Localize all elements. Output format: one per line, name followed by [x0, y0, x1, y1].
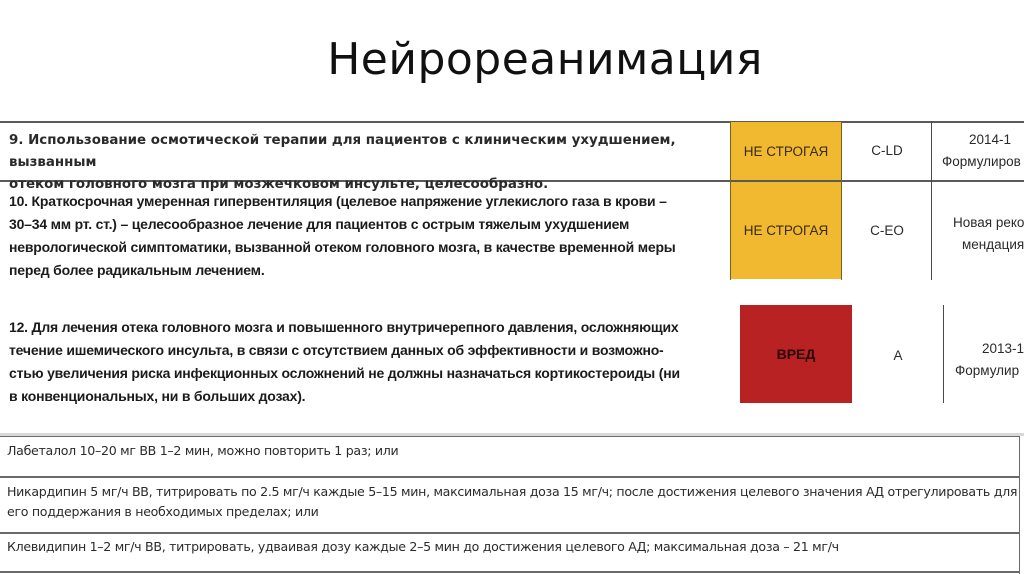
table-border	[0, 436, 1020, 437]
status-line: Формулир	[955, 363, 1020, 378]
status-cell	[934, 212, 1024, 256]
column-divider	[943, 305, 944, 403]
row-divider	[0, 532, 1020, 534]
status-cell	[945, 338, 1024, 382]
class-badge-harm	[740, 305, 852, 403]
class-label: НЕ СТРОГАЯ	[743, 223, 829, 238]
text-line: перед более радикальным лечением.	[9, 262, 265, 278]
drug-line: Клевидипин 1–2 мг/ч ВВ, титрировать, удваивая дозу каждые 2–5 мин до достижения целевого АД; максимальная доза – 21 мг/ч	[7, 539, 839, 554]
level-label: A	[893, 348, 903, 363]
class-label: НЕ СТРОГАЯ	[743, 143, 829, 159]
column-divider	[931, 121, 932, 280]
text-line: в конвенциональных, ни в больших дозах).	[9, 388, 306, 404]
drug-line: его поддержания в необходимых пределах; или	[7, 504, 319, 519]
table-top-border	[0, 121, 1024, 123]
status-line: мендация	[962, 237, 1024, 252]
evidence-level	[855, 345, 941, 367]
evidence-level	[843, 220, 931, 242]
recommendation-text	[9, 190, 729, 282]
drug-line: Лабеталол 10–20 мг ВВ 1–2 мин, можно повторить 1 раз; или	[7, 443, 399, 458]
row-divider	[0, 476, 1020, 478]
recommendation-text	[9, 316, 744, 408]
column-divider	[841, 121, 842, 280]
evidence-level	[843, 140, 931, 162]
status-line: Формулиров	[942, 154, 1021, 169]
status-line: 2013-1	[982, 341, 1024, 356]
text-line: неврологической симптоматики, вызванной отеком головного мозга, в качестве временной меры	[9, 239, 676, 255]
status-cell	[934, 129, 1024, 173]
column-divider	[730, 121, 731, 280]
class-badge-not-strict	[731, 122, 841, 180]
class-badge-not-strict	[731, 182, 841, 279]
text-line: 9. Использование осмотической терапии для пациентов с клиническим ухудшением, вызванным	[9, 133, 676, 170]
row-divider	[0, 571, 1020, 573]
table-right-border	[1019, 436, 1020, 574]
level-label: C-LD	[871, 143, 903, 158]
text-line: 12. Для лечения отека головного мозга и повышенного внутричерепного давления, осложняющих	[9, 319, 679, 335]
text-line: стью увеличения риска инфекционных осложнений не должны назначаться кортикостероиды (ни	[9, 365, 680, 381]
recommendation-text	[9, 130, 729, 196]
status-line: 2014-1	[969, 132, 1012, 147]
text-line: 10. Краткосрочная умеренная гипервентиляция (целевое напряжение углекислого газа в крови –	[9, 193, 667, 209]
text-line: течение ишемического инсульта, в связи с отсутствием данных об эффективности и возможно-	[9, 342, 664, 358]
drug-row-labetalol	[7, 441, 398, 461]
drug-line: Никардипин 5 мг/ч ВВ, титрировать по 2.5 мг/ч каждые 5–15 мин, максимальная доза 15 мг/ч; после достижения целевого значения АД отрегулировать для	[7, 484, 1018, 499]
text-line: отеком головного мозга при мозжечковом инсульте, целесообразно.	[9, 177, 549, 192]
class-label: ВРЕД	[776, 346, 816, 362]
drug-row-clevidipine	[7, 537, 839, 557]
status-line: Новая реко	[953, 215, 1024, 230]
page-title: Нейрореанимация	[327, 34, 763, 85]
level-label: C-EO	[870, 223, 904, 238]
drug-row-nicardipine	[7, 482, 1017, 522]
text-line: 30–34 мм рт. ст.) – целесообразное лечение для пациентов с острым тяжелым ухудшением	[9, 216, 630, 232]
